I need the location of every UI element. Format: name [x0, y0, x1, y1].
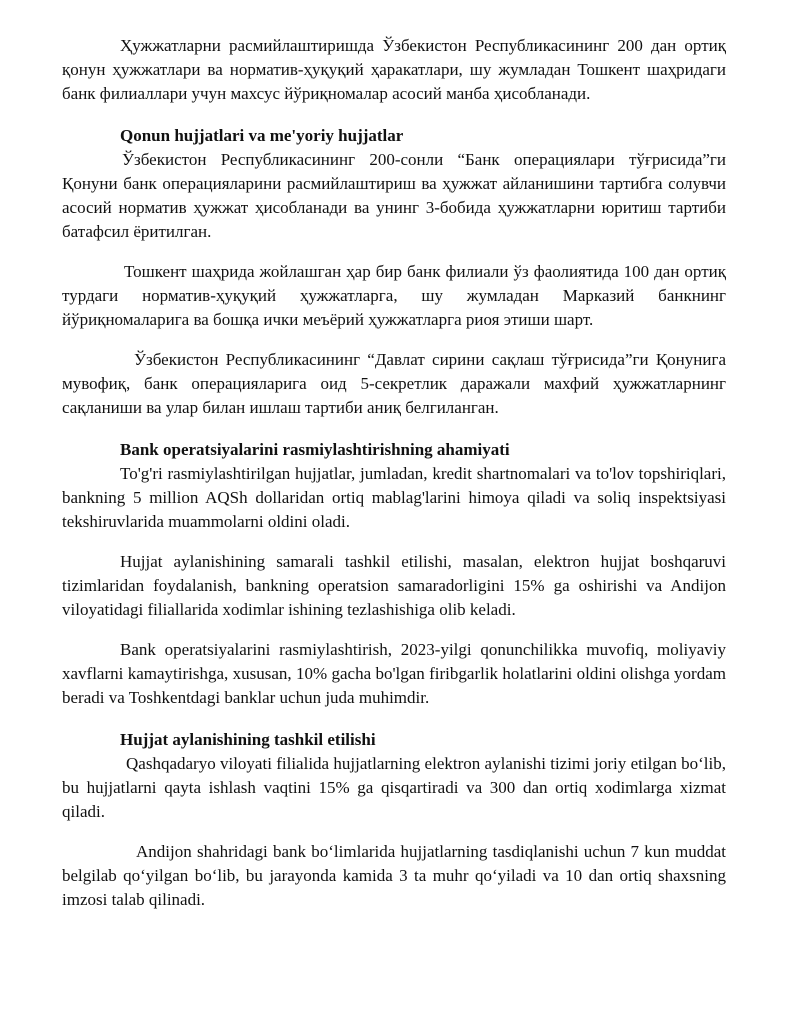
section-heading-organization: Hujjat aylanishining tashkil etilishi — [120, 730, 376, 749]
section-heading-importance: Bank operatsiyalarini rasmiylashtirishning ahamiyati — [120, 440, 510, 459]
document-page — [62, 34, 726, 912]
paragraph-correct-documents: To'g'ri rasmiylashtirilgan hujjatlar, jumladan, kredit shartnomalari va to'lov topshiriqlari, bankning 5 million AQSh dollaridan ortiq mablag'larini himoya qiladi va soliq inspektsiyasi tekshiruvlarida muammolarni oldini oladi. — [62, 464, 726, 531]
paragraph-qashqadaryo-branch: Qashqadaryo viloyati filialida hujjatlarning elektron aylanishi tizimi joriy etilgan bo‘lib, bu hujjatlarni qayta ishlash vaqtini 15% ga qisqartiradi va 300 dan ortiq xodimlarga xizmat qiladi. — [62, 754, 726, 821]
paragraph-andijon-branches: Andijon shahridagi bank bo‘limlarida hujjatlarning tasdiqlanishi uchun 7 kun muddat belgilab qo‘yilgan bo‘lib, bu jarayonda kamida 3 ta muhr qo‘yiladi va 10 dan ortiq shaxsning imzosi talab qilinadi. — [62, 842, 726, 909]
paragraph-financial-risks: Bank operatsiyalarini rasmiylashtirish, 2023-yilgi qonunchilikka muvofiq, moliyaviy xavflarni kamaytirishga, xususan, 10% gacha bo'lgan firibgarlik holatlarini oldini olishga yordam beradi va Toshkentdagi banklar uchun juda muhimdir. — [62, 640, 726, 707]
paragraph-banking-law: Ўзбекистон Республикасининг 200-сонли “Банк операциялари тўғрисида”ги Қонуни банк операцияларини расмийлаштириш ва ҳужжат айланишини тартибга солувчи асосий норматив ҳужжат ҳисобланади ва унинг 3-бобида ҳужжатларни юритиш тартиби батафсил ёритилган. — [62, 150, 726, 241]
section-heading-legal-acts: Qonun hujjatlari va me'yoriy hujjatlar — [120, 126, 404, 145]
paragraph-state-secrets: Ўзбекистон Республикасининг “Давлат сирини сақлаш тўғрисида”ги Қонунига мувофиқ, банк операцияларига оид 5-секретлик даражали махфий ҳужжатларнинг сақланиши ва улар билан ишлаш тартиби аниқ белгиланган. — [62, 350, 726, 417]
paragraph-intro: Ҳужжатларни расмийлаштиришда Ўзбекистон Республикасининг 200 дан ортиқ қонун ҳужжатлари ва норматив-ҳуқуқий ҳаракатлари, шу жумладан Тошкент шаҳридаги банк филиаллари учун махсус йўриқномалар асосий манба ҳисобланади. — [62, 36, 726, 103]
paragraph-tashkent-branches: Тошкент шаҳрида жойлашган ҳар бир банк филиали ўз фаолиятида 100 дан ортиқ турдаги норматив-ҳуқуқий ҳужжатларга, шу жумладан Марказий банкнинг йўриқномаларига ва бошқа ички меъёрий ҳужжатларга риоя этиши шарт. — [62, 262, 726, 329]
paragraph-document-flow-efficiency: Hujjat aylanishining samarali tashkil etilishi, masalan, elektron hujjat boshqaruvi tizimlaridan foydalanish, bankning operatsion samaradorligini 15% ga oshirishi va Andijon viloyatidagi filiallarida xodimlar ishining tezlashishiga olib keladi. — [62, 552, 726, 619]
